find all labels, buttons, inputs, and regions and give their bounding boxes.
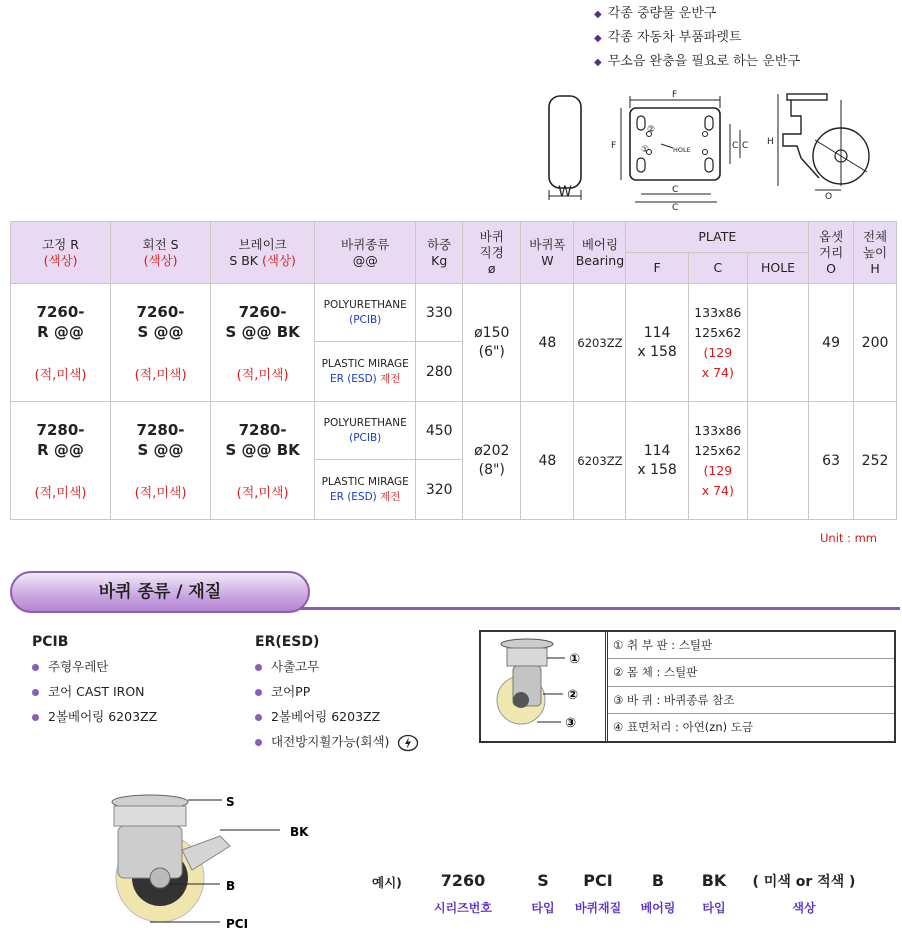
usage-list bbox=[594, 2, 800, 74]
cell-width: 48 bbox=[521, 402, 574, 520]
caster-side-shape bbox=[783, 100, 819, 178]
example-caption-type: 타입 bbox=[531, 901, 555, 915]
material-pcib bbox=[32, 634, 157, 729]
example-code-brake: BK bbox=[701, 871, 727, 890]
header-plate-f: F bbox=[626, 253, 688, 284]
example-label: 예시) bbox=[372, 875, 402, 890]
example-code-color: ( 미색 or 적색 ) bbox=[752, 874, 856, 890]
cell-wheel-pu: POLYURETHANE (PCIB) bbox=[315, 402, 416, 460]
example-code-wheel: PCI bbox=[583, 871, 613, 890]
bullet-icon bbox=[255, 714, 262, 721]
material-title: PCIB bbox=[32, 634, 69, 650]
cell-load-pm: 280 bbox=[416, 342, 463, 402]
list-item: 코어 CAST IRON bbox=[32, 679, 157, 704]
callout-pci: PCI bbox=[226, 917, 249, 931]
cell-load-pm: 320 bbox=[416, 460, 463, 520]
lightning-icon bbox=[397, 734, 419, 752]
diamond-icon: ◆ bbox=[594, 33, 602, 44]
parts-spec-list bbox=[605, 632, 894, 741]
list-item: 사출고무 bbox=[255, 654, 419, 679]
header-width: 바퀴폭 W bbox=[521, 222, 574, 284]
usage-item: ◆ 무소음 완충을 필요로 하는 운반구 bbox=[594, 54, 801, 69]
bullet-icon bbox=[255, 664, 262, 671]
cell-plate-hole bbox=[747, 402, 808, 520]
example-code-series: 7260 bbox=[440, 871, 486, 890]
cell-diameter: ø150 (6") bbox=[463, 284, 521, 402]
cell-offset: 63 bbox=[809, 402, 854, 520]
callout-bk: BK bbox=[290, 825, 309, 839]
cell-plate-hole bbox=[747, 284, 808, 402]
bullet-icon bbox=[255, 689, 262, 696]
header-plate: PLATE bbox=[626, 222, 809, 253]
example-caption-brake: 타입 bbox=[702, 901, 726, 915]
cell-brake-model: 7280- S @@ BK (적,미색) bbox=[211, 402, 315, 520]
header-diameter: 바퀴 직경 ø bbox=[463, 222, 521, 284]
drawing-label-c-side: C bbox=[732, 141, 739, 151]
cell-fixed-model: 7280- R @@ (적,미색) bbox=[11, 402, 111, 520]
cell-swivel-model: 7260- S @@ (적,미색) bbox=[111, 284, 211, 402]
diamond-icon: ◆ bbox=[594, 9, 602, 20]
list-item: 대전방지휠가능(회색) bbox=[255, 729, 419, 754]
cell-diameter: ø202 (8") bbox=[463, 402, 521, 520]
usage-item: ◆ 각종 중량물 운반구 bbox=[594, 6, 717, 21]
cell-offset: 49 bbox=[809, 284, 854, 402]
drawing-label-f: F bbox=[672, 90, 678, 100]
callout-b: B bbox=[226, 879, 236, 893]
marker-3: ③ bbox=[565, 716, 577, 731]
cell-wheel-pm: PLASTIC MIRAGE ER (ESD) 제전 bbox=[315, 460, 416, 520]
cell-fixed-model: 7260- R @@ (적,미색) bbox=[11, 284, 111, 402]
usage-item: ◆ 각종 자동차 부품파렛트 bbox=[594, 30, 742, 45]
table-row bbox=[11, 284, 897, 342]
section-banner bbox=[10, 571, 900, 613]
cell-load-pu: 330 bbox=[416, 284, 463, 342]
cell-plate-f: 114 x 158 bbox=[626, 284, 688, 402]
cell-bearing: 6203ZZ bbox=[574, 402, 626, 520]
list-item: ② 몸 체 : 스틸판 bbox=[608, 659, 894, 686]
caster-illustration bbox=[70, 780, 330, 932]
header-swivel: 회전 S (색상) bbox=[111, 222, 211, 284]
banner-rule bbox=[300, 607, 900, 610]
list-item: ① 취 부 판 : 스틸판 bbox=[608, 632, 894, 659]
bullet-icon bbox=[32, 714, 39, 721]
drawing-label-c-side2: C bbox=[742, 141, 749, 151]
drawing-label-c-bottom: C bbox=[672, 185, 679, 195]
table-row bbox=[11, 402, 897, 460]
marker-2: ② bbox=[567, 688, 579, 703]
marker-1: ① bbox=[569, 652, 581, 667]
drawing-label-c-bottom2: C bbox=[672, 203, 679, 213]
cell-height: 200 bbox=[854, 284, 897, 402]
section-title: 바퀴 종류 / 재질 bbox=[98, 582, 222, 602]
wheel-side-shape bbox=[549, 96, 581, 188]
example-code-bearing: B bbox=[651, 871, 665, 890]
cell-bearing: 6203ZZ bbox=[574, 284, 626, 402]
example-caption-bearing: 베어링 bbox=[640, 901, 676, 915]
drawing-label-w: W bbox=[558, 184, 572, 200]
example-caption-wheel: 바퀴재질 bbox=[574, 901, 622, 915]
cell-height: 252 bbox=[854, 402, 897, 520]
example-caption-color: 색상 bbox=[792, 901, 816, 915]
header-height: 전체 높이 H bbox=[854, 222, 897, 284]
header-bearing: 베어링 Bearing bbox=[574, 222, 626, 284]
cell-plate-f: 114 x 158 bbox=[626, 402, 688, 520]
header-plate-hole: HOLE bbox=[747, 253, 808, 284]
bullet-icon bbox=[32, 664, 39, 671]
unit-label: Unit : mm bbox=[820, 531, 878, 545]
spec-table bbox=[10, 221, 897, 520]
diamond-icon: ◆ bbox=[594, 57, 602, 68]
cell-plate-c: 133x86 125x62 (129 x 74) bbox=[688, 402, 747, 520]
cell-plate-c: 133x86 125x62 (129 x 74) bbox=[688, 284, 747, 402]
header-plate-c: C bbox=[688, 253, 747, 284]
parts-box bbox=[479, 630, 896, 743]
cell-width: 48 bbox=[521, 284, 574, 402]
plate-top-shape bbox=[630, 108, 720, 180]
drawing-label-h: H bbox=[767, 137, 774, 147]
technical-drawing bbox=[535, 86, 885, 216]
drawing-label-n1: ① bbox=[641, 145, 650, 155]
cell-brake-model: 7260- S @@ BK (적,미색) bbox=[211, 284, 315, 402]
drawing-label-o: O bbox=[825, 192, 833, 202]
list-item: 주형우레탄 bbox=[32, 654, 157, 679]
caster-photo-small bbox=[485, 636, 601, 740]
cell-wheel-pm: PLASTIC MIRAGE ER (ESD) 제전 bbox=[315, 342, 416, 402]
callout-s: S bbox=[226, 795, 235, 809]
bullet-icon bbox=[255, 739, 262, 746]
drawing-label-hole: HOLE bbox=[673, 146, 691, 154]
example-code-type: S bbox=[537, 871, 549, 890]
header-wheel-type: 바퀴종류 @@ bbox=[315, 222, 416, 284]
header-load: 하중 Kg bbox=[416, 222, 463, 284]
list-item: 코어PP bbox=[255, 679, 419, 704]
header-brake: 브레이크 S BK (색상) bbox=[211, 222, 315, 284]
list-item: 2볼베어링 6203ZZ bbox=[255, 704, 419, 729]
material-er bbox=[255, 634, 419, 754]
drawing-label-f-side: F bbox=[611, 141, 617, 151]
material-title: ER(ESD) bbox=[255, 634, 320, 650]
cell-wheel-pu: POLYURETHANE (PCIB) bbox=[315, 284, 416, 342]
header-fixed: 고정 R (색상) bbox=[11, 222, 111, 284]
cell-load-pu: 450 bbox=[416, 402, 463, 460]
drawing-label-n2: ② bbox=[647, 125, 656, 135]
cell-swivel-model: 7280- S @@ (적,미색) bbox=[111, 402, 211, 520]
list-item: ③ 바 퀴 : 바퀴종류 참조 bbox=[608, 687, 894, 714]
list-item: 2볼베어링 6203ZZ bbox=[32, 704, 157, 729]
bullet-icon bbox=[32, 689, 39, 696]
header-offset: 옵셋 거리 O bbox=[809, 222, 854, 284]
example-caption-series: 시리즈번호 bbox=[434, 901, 492, 915]
list-item: ④ 표면처리 : 아연(zn) 도금 bbox=[613, 719, 753, 734]
